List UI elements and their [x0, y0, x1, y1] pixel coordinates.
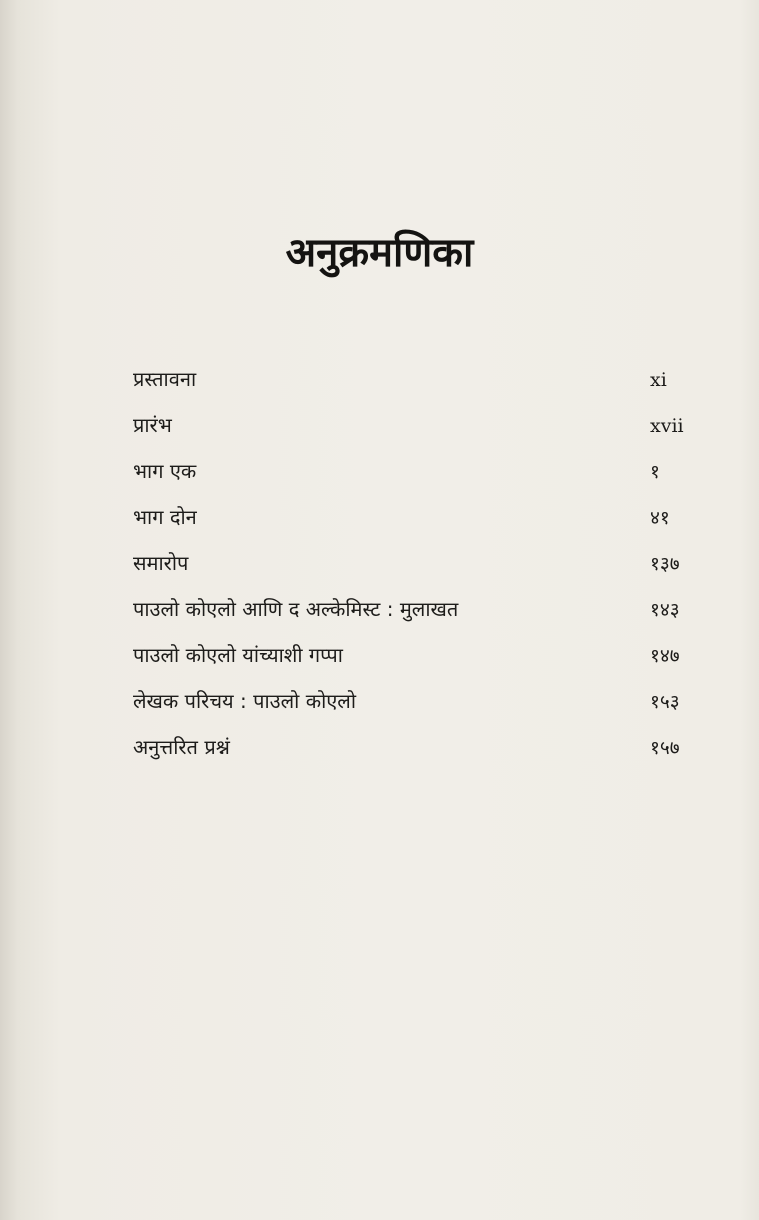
toc-entry-page: १ [650, 461, 660, 483]
toc-entry [133, 732, 698, 778]
toc-entry-title: लेखक परिचय : पाउलो कोएलो [133, 689, 357, 713]
toc-entry-title: प्रस्तावना [133, 367, 197, 391]
toc-entry-title: भाग दोन [133, 505, 197, 529]
toc-entry-page: xvii [650, 415, 684, 437]
toc-entry-title: पाउलो कोएलो यांच्याशी गप्पा [133, 643, 343, 667]
toc-entry-page: ४१ [650, 507, 670, 529]
toc-entry [133, 640, 698, 686]
table-of-contents [133, 364, 698, 778]
toc-entry-page: १३७ [650, 553, 680, 575]
toc-entry [133, 410, 698, 456]
toc-entry-page: १५३ [650, 691, 680, 713]
toc-entry-page: १४७ [650, 645, 680, 667]
toc-entry [133, 594, 698, 640]
toc-entry [133, 548, 698, 594]
toc-entry-title: अनुत्तरित प्रश्नं [133, 735, 230, 759]
toc-entry-title: भाग एक [133, 459, 197, 483]
toc-entry-title: समारोप [133, 551, 189, 575]
toc-entry [133, 502, 698, 548]
toc-entry-page: १५७ [650, 737, 680, 759]
toc-entry-page: xi [650, 369, 667, 391]
toc-entry [133, 686, 698, 732]
toc-entry-title: पाउलो कोएलो आणि द अल्केमिस्ट : मुलाखत [133, 597, 459, 621]
toc-entry [133, 456, 698, 502]
toc-entry-page: १४३ [650, 599, 680, 621]
page-title: अनुक्रमणिका [285, 229, 474, 276]
toc-entry-title: प्रारंभ [133, 413, 172, 437]
toc-entry [133, 364, 698, 410]
